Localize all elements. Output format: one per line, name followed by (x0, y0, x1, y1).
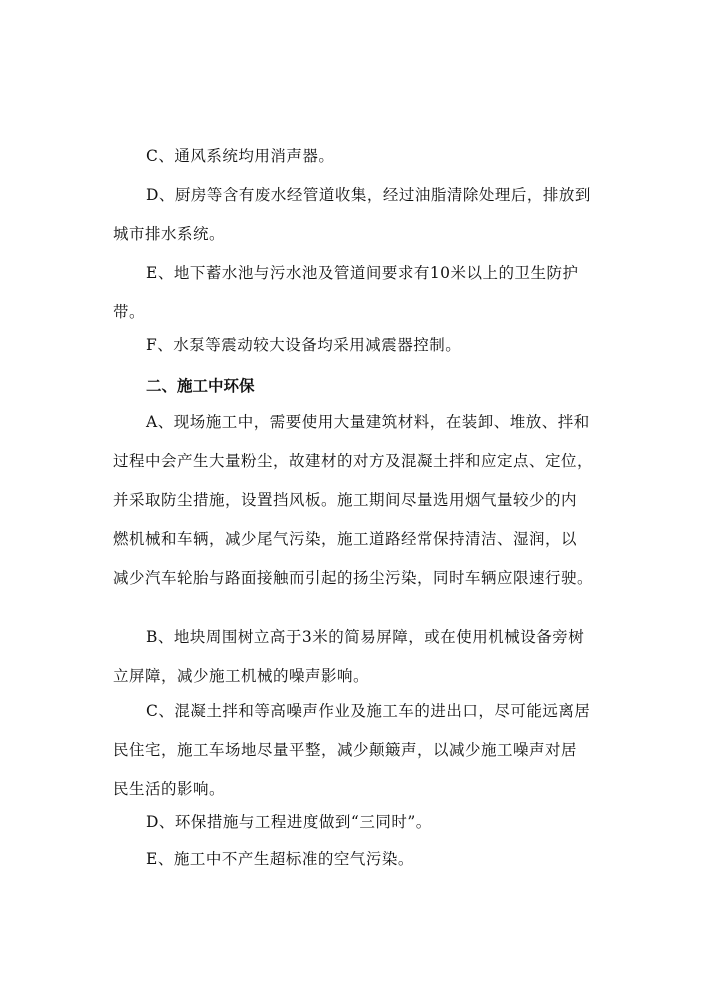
text-line: 燃机械和车辆，减少尾气污染，施工道路经常保持清洁、湿润，以 (113, 530, 578, 548)
text-line: 并采取防尘措施，设置挡风板。施工期间尽量选用烟气量较少的内 (113, 491, 578, 509)
item-b-barrier (113, 618, 600, 696)
text-line: 民住宅，施工车场地尽量平整，减少颠簸声，以减少施工噪声对居 (113, 741, 578, 759)
text-line: D、环保措施与工程进度做到“三同时”。 (146, 813, 432, 831)
text-line: D、厨房等含有废水经管道收集，经过油脂清除处理后，排放到 (146, 186, 591, 204)
item-d-kitchen-wastewater (113, 176, 600, 254)
item-d-three-simultaneous (113, 803, 600, 842)
item-e-air-pollution (113, 840, 600, 879)
item-c-ventilation (113, 137, 600, 176)
section-heading: 二、施工中环保 (146, 376, 255, 395)
text-line: 减少汽车轮胎与路面接触而引起的扬尘污染，同时车辆应限速行驶。 (113, 569, 594, 587)
text-line: 民生活的影响。 (113, 780, 226, 798)
item-c-noise (113, 692, 600, 809)
item-f-pump (113, 326, 600, 365)
text-line: 立屏障，减少施工机械的噪声影响。 (113, 667, 370, 685)
text-line: C、混凝土拌和等高噪声作业及施工车的进出口，尽可能远离居 (146, 702, 591, 720)
text-line: F、水泵等震动较大设备均采用减震器控制。 (146, 336, 462, 354)
text-line: E、施工中不产生超标准的空气污染。 (146, 850, 414, 868)
text-line: 带。 (113, 303, 146, 321)
text-line: 城市排水系统。 (113, 225, 226, 243)
text-line: C、通风系统均用消声器。 (146, 147, 335, 165)
item-e-reservoir (113, 254, 600, 332)
text-line: E、地下蓄水池与污水池及管道间要求有10米以上的卫生防护 (146, 264, 579, 282)
text-line: 过程中会产生大量粉尘，故建材的对方及混凝土拌和应定点、定位， (113, 452, 594, 470)
item-a-dust (113, 403, 600, 598)
text-line: B、地块周围树立高于3米的简易屏障，或在使用机械设备旁树 (146, 628, 585, 646)
text-line: A、现场施工中，需要使用大量建筑材料，在装卸、堆放、拌和 (146, 413, 590, 431)
